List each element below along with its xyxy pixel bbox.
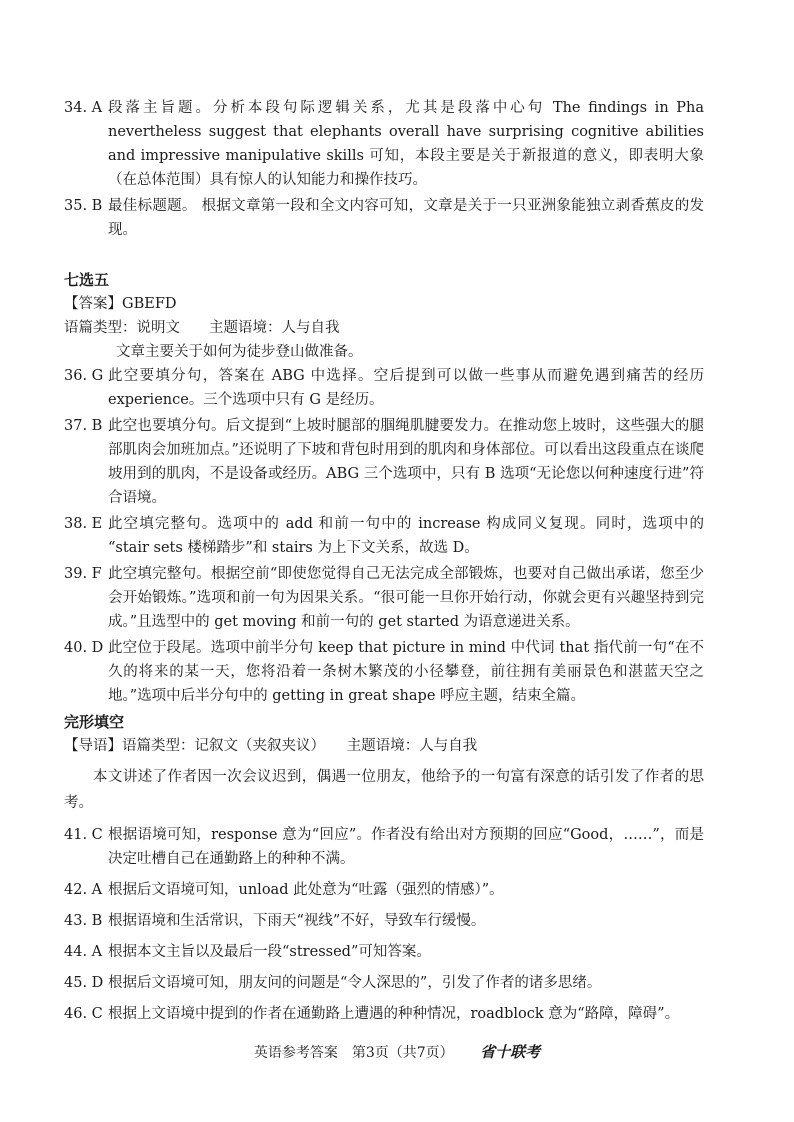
item-explanation: 根据上文语境中提到的作者在通勤路上遭遇的种种情况，roadblock 意为“路障，障碍”。	[108, 1006, 680, 1022]
item-number: 44. A	[64, 944, 103, 960]
item-number: 45. D	[64, 975, 104, 991]
answer-item-37	[64, 414, 704, 510]
answer-page	[64, 96, 704, 1028]
answer-item-39	[64, 562, 704, 634]
text-type-line: 语篇类型：说明文 主题语境：人与自我	[64, 320, 340, 336]
answer-item-40	[64, 636, 704, 708]
item-number: 39. F	[64, 566, 102, 582]
guide-line: 【导语】语篇类型：记叙文（夹叙夹议） 主题语境：人与自我	[64, 738, 478, 754]
item-explanation: 段落主旨题。分析本段句际逻辑关系，尤其是段落中心句 The findings in Pha nevertheless suggest that elephants overall have surprising cognitive abilities and impressive manipulative skills 可知，本段主要是关于新报道的意义，即表明大象（在总体范围）具有惊人的认知能力和操作技巧。	[108, 100, 704, 188]
answer-item-41	[64, 823, 704, 871]
item-number: 38. E	[64, 516, 103, 532]
answer-item-34	[64, 96, 704, 192]
answer-item-45	[64, 971, 704, 995]
item-explanation: 此空填完整句。根据空前“即使您觉得自己无法完成全部锻炼，也要对自己做出承诺，您至少会开始锻炼。”选项和前一句为因果关系。“很可能一旦你开始行动，你就会更有兴趣坚持到完成。”且选型中的 get moving 和前一句的 get started 为语意递进关系。	[108, 566, 704, 630]
passage-summary: 文章主要关于如何为徒步登山做准备。	[116, 344, 363, 360]
item-number: 36. G	[64, 368, 104, 384]
item-explanation: 根据本文主旨以及最后一段“stressed”可知答案。	[108, 944, 431, 960]
answer-item-46	[64, 1002, 704, 1026]
item-explanation: 此空填完整句。选项中的 add 和前一句中的 increase 构成同义复现。同时，选项中的 “stair sets 楼梯踏步”和 stairs 为上下文关系，故选 D。	[108, 516, 704, 556]
section-heading-cloze: 完形填空	[64, 713, 125, 731]
answer-key-line: 【答案】GBEFD	[64, 296, 177, 312]
answer-item-35	[64, 194, 704, 242]
answer-item-42	[64, 878, 704, 902]
item-explanation: 最佳标题题。 根据文章第一段和全文内容可知，文章是关于一只亚洲象能独立剥香蕉皮的发现。	[108, 198, 704, 238]
item-number: 46. C	[64, 1006, 103, 1022]
item-explanation: 此空位于段尾。选项中前半分句 keep that picture in mind 中代词 that 指代前一句“在不久的将来的某一天，您将沿着一条树木繁茂的小径攀登，前往拥有美丽景色和湛蓝天空之地。”选项中后半分句中的 getting in great shape 呼应主题，结束全篇。	[108, 640, 704, 704]
answer-item-44	[64, 940, 704, 964]
item-number: 41. C	[64, 827, 103, 843]
item-number: 34. A	[64, 100, 103, 116]
answer-item-36	[64, 364, 704, 412]
item-number: 37. B	[64, 418, 103, 434]
item-explanation: 此空也要填分句。后文提到“上坡时腿部的腘绳肌腱要发力。在推动您上坡时，这些强大的腿部肌肉会加班加点。”还说明了下坡和背包时用到的肌肉和身体部位。可以看出这段重点在谈爬坡用到的肌肉，不是设备或经历。ABG 三个选项中，只有 B 选项“无论您以何种速度行进”符合语境。	[108, 418, 704, 506]
item-explanation: 根据后文语境可知，unload 此处意为“吐露（强烈的情感）”。	[108, 882, 504, 898]
answer-item-38	[64, 512, 704, 560]
item-number: 35. B	[64, 198, 103, 214]
item-explanation: 此空要填分句，答案在 ABG 中选择。空后提到可以做一些事从而避免遇到痛苦的经历 experience。三个选项中只有 G 是经历。	[108, 368, 704, 408]
item-number: 42. A	[64, 882, 103, 898]
item-number: 43. B	[64, 913, 103, 929]
footer-page-info: 英语参考答案 第3页（共7页）	[253, 1045, 454, 1061]
page-footer	[0, 1041, 794, 1064]
section-heading-seven-choose-five: 七选五	[64, 271, 110, 289]
item-explanation: 根据语境可知，response 意为“回应”。作者没有给出对方预期的回应“Good，……”，而是决定吐槽自己在通勤路上的种种不满。	[108, 827, 704, 867]
answer-item-43	[64, 909, 704, 933]
passage-summary: 本文讲述了作者因一次会议迟到，偶遇一位朋友，他给予的一句富有深意的话引发了作者的思考。	[64, 769, 704, 811]
item-explanation: 根据后文语境可知，朋友问的问题是“令人深思的”，引发了作者的诸多思绪。	[108, 975, 602, 991]
exam-seal-logo: 省十联考	[480, 1043, 541, 1061]
item-explanation: 根据语境和生活常识，下雨天“视线”不好，导致车行缓慢。	[108, 913, 486, 929]
item-number: 40. D	[64, 640, 104, 656]
